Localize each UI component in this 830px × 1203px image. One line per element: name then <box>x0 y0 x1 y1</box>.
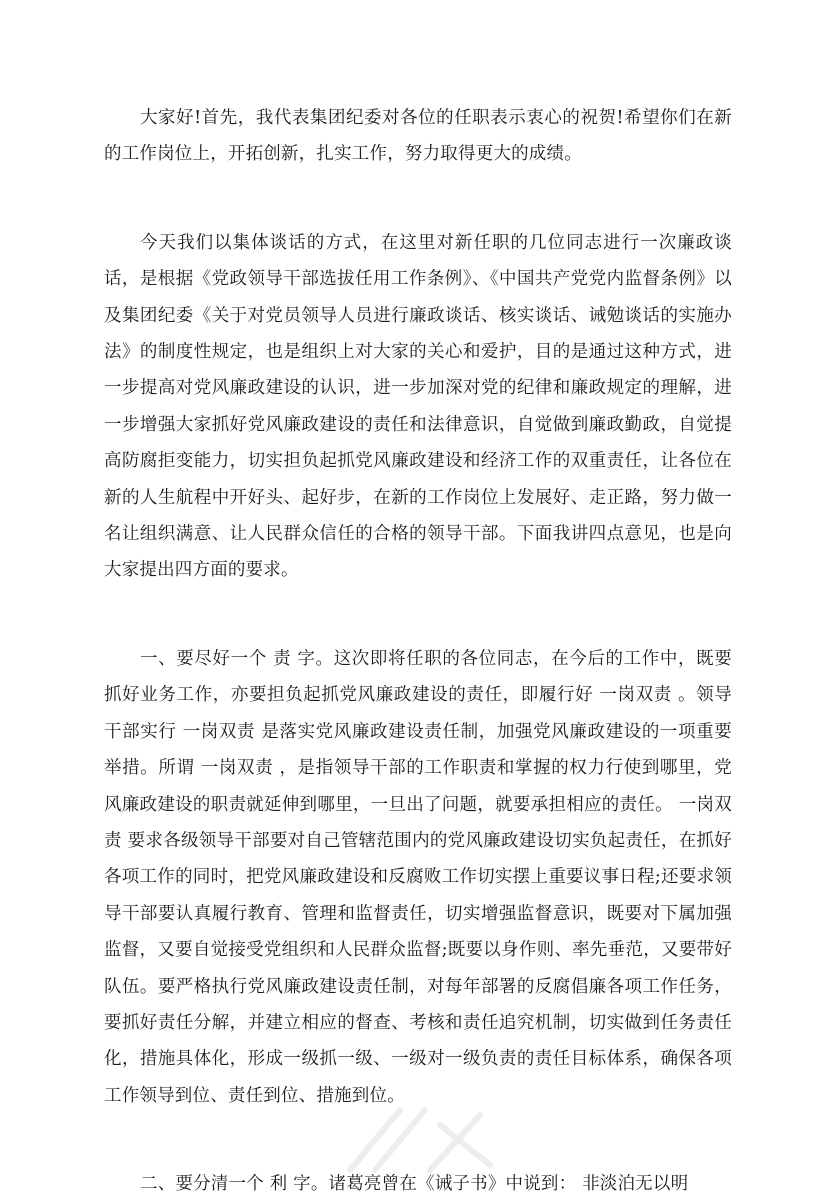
paragraph-purpose: 今天我们以集体谈话的方式，在这里对新任职的几位同志进行一次廉政谈话，是根据《党政领导干部选拔任用工作条例》、《中国共产党党内监督条例》以及集团纪委《关于对党员领导人员进行廉政谈话、核实谈话、诫勉谈话的实施办法》的制度性规定，也是组织上对大家的关心和爱护，目的是通过这种方式，进一步提高对党风廉政建设的认识，进一步加深对党的纪律和廉政规定的理解，进一步增强大家抓好党风廉政建设的责任和法律意识，自觉做到廉政勤政，自觉提高防腐拒变能力，切实担负起抓党风廉政建设和经济工作的双重责任，让各位在新的人生航程中开好头、起好步，在新的工作岗位上发展好、走正路，努力做一名让组织满意、让人民群众信任的合格的领导干部。下面我讲四点意见，也是向大家提出四方面的要求。 <box>104 232 732 581</box>
paragraph-greeting: 大家好!首先，我代表集团纪委对各位的任职表示衷心的祝贺!希望你们在新的工作岗位上，开拓创新，扎实工作，努力取得更大的成绩。 <box>104 108 732 165</box>
paragraph-gap <box>104 1114 732 1166</box>
document-body <box>104 100 732 1203</box>
paragraph-point-two: 二、要分清一个 利 字。诸葛亮曾在《诫子书》中说到： 非淡泊无以明 <box>140 1174 689 1195</box>
paragraph-gap <box>104 173 732 225</box>
paragraph-gap <box>104 589 732 641</box>
paragraph-point-one: 一、要尽好一个 责 字。这次即将任职的各位同志，在今后的工作中，既要抓好业务工作，亦要担负起抓党风廉政建设的责任，即履行好 一岗双责 。领导干部实行 一岗双责 是落实党风廉政建设责任制，加强党风廉政建设的一项重要举措。所谓 一岗双责 ，是指领导干部的工作职责和掌握的权力行使到哪里，党风廉政建设的职责就延伸到哪里，一旦出了问题，就要承担相应的责任。 一岗双责 要求各级领导干部要对自己管辖范围内的党风廉政建设切实负起责任，在抓好各项工作的同时，把党风廉政建设和反腐败工作切实摆上重要议事日程;还要求领导干部要认真履行教育、管理和监督责任，切实增强监督意识，既要对下属加强监督，又要自觉接受党组织和人民群众监督;既要以身作则、率先垂范，又要带好队伍。要严格执行党风廉政建设责任制，对每年部署的反腐倡廉各项工作任务，要抓好责任分解，并建立相应的督查、考核和责任追究机制，切实做到任务责任化，措施具体化，形成一级抓一级、一级对一级负责的责任目标体系，确保各项工作领导到位、责任到位、措施到位。 <box>104 648 732 1106</box>
